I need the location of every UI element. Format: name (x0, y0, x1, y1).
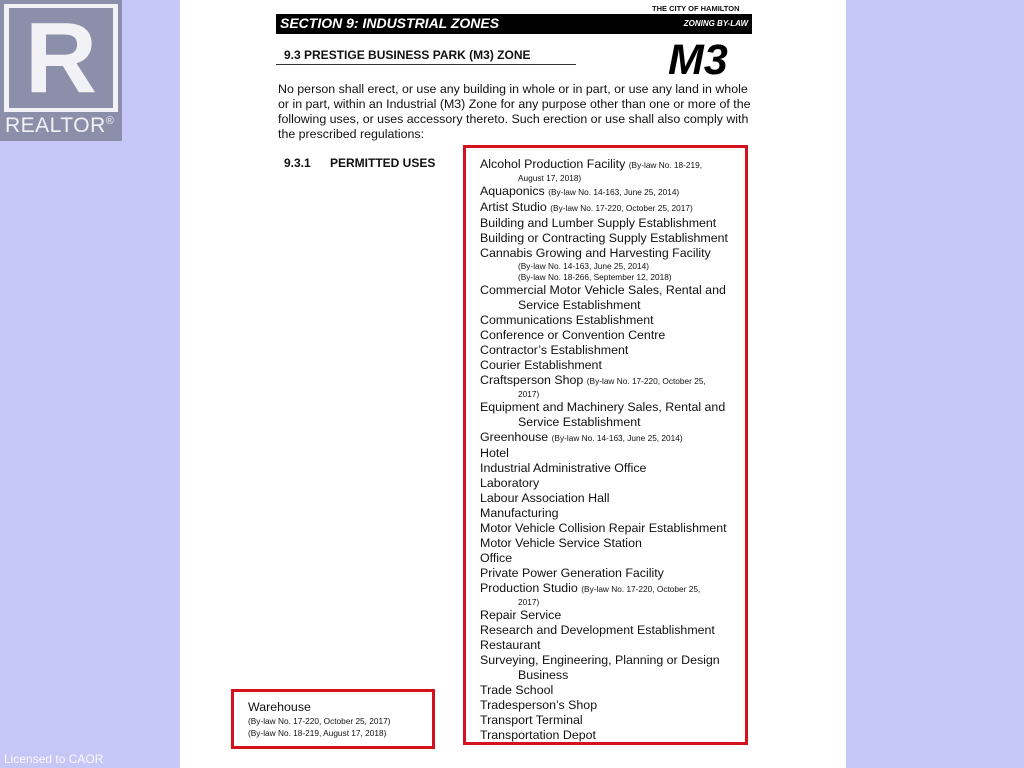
permitted-use-name: Building and Lumber Supply Establishment (480, 216, 717, 230)
permitted-use-name: Contractor’s Establishment (480, 343, 629, 357)
permitted-use-line (480, 638, 748, 653)
permitted-use-continuation: Business (518, 668, 569, 682)
permitted-use-line (480, 461, 748, 476)
permitted-use-name: Equipment and Machinery Sales, Rental and (480, 400, 726, 414)
zone-title-underline (276, 64, 576, 65)
permitted-use-name: Manufacturing (480, 506, 559, 520)
permitted-use-name: Motor Vehicle Service Station (480, 536, 642, 550)
permitted-use-item (480, 446, 748, 461)
permitted-use-line (480, 551, 748, 566)
permitted-use-line (480, 313, 748, 328)
permitted-use-name: Communications Establishment (480, 313, 654, 327)
bylaw-note: 2017) (518, 389, 540, 399)
permitted-use-item (480, 461, 748, 476)
permitted-use-item (480, 216, 748, 231)
permitted-use-line (480, 521, 748, 536)
bylaw-note: (By-law No. 14-163, June 25, 2014) (551, 433, 683, 443)
permitted-use-item (480, 313, 748, 328)
permitted-use-name: Production Studio (480, 581, 578, 595)
permitted-use-line (480, 430, 748, 446)
realtor-logo-letter: R (9, 8, 113, 108)
permitted-use-name: Restaurant (480, 638, 541, 652)
subsection-label: PERMITTED USES (330, 156, 436, 170)
permitted-use-item (480, 246, 748, 283)
permitted-use-line (480, 623, 748, 638)
permitted-use-item (480, 358, 748, 373)
permitted-use-item (480, 698, 748, 713)
bylaw-note: (By-law No. 17-220, October 25, 2017) (550, 203, 693, 213)
permitted-use-line (480, 581, 748, 597)
permitted-use-item (480, 430, 748, 446)
section-title: SECTION 9: INDUSTRIAL ZONES (280, 15, 500, 31)
subsection-number: 9.3.1 (284, 156, 311, 170)
permitted-use-name: Building or Contracting Supply Establishment (480, 231, 728, 245)
permitted-use-line (480, 400, 748, 415)
permitted-use-line (480, 728, 748, 743)
permitted-use-item (480, 638, 748, 653)
permitted-use-name: Private Power Generation Facility (480, 566, 664, 580)
permitted-use-name: Laboratory (480, 476, 540, 490)
bylaw-note: 2017) (518, 597, 540, 607)
bylaw-label: ZONING BY-LAW (683, 19, 748, 28)
section-header-bar (276, 14, 752, 34)
permitted-use-item (480, 683, 748, 698)
permitted-use-item (480, 566, 748, 581)
permitted-use-item (480, 608, 748, 623)
permitted-use-name: Aquaponics (480, 184, 545, 198)
realtor-logo-text (5, 114, 114, 138)
realtor-brand: REALTOR (5, 114, 106, 137)
permitted-use-name: Office (480, 551, 513, 565)
permitted-use-name: Repair Service (480, 608, 562, 622)
warehouse-title: Warehouse (248, 700, 311, 714)
zone-title: 9.3 PRESTIGE BUSINESS PARK (M3) ZONE (284, 48, 531, 62)
permitted-use-name: Industrial Administrative Office (480, 461, 647, 475)
permitted-use-item (480, 400, 748, 430)
permitted-use-name: Trade School (480, 683, 554, 697)
permitted-use-item (480, 713, 748, 728)
permitted-use-line (480, 566, 748, 581)
permitted-use-item (480, 623, 748, 638)
permitted-use-item (480, 373, 748, 400)
intro-paragraph: No person shall erect, or use any building in whole or in part, or use any land in whole or in part, within an Industrial (M3) Zone for any purpose other than one or more of the following uses, or uses accessory thereto. Such erection or use shall also comply with the prescribed regulations: (278, 82, 751, 141)
document-page (180, 0, 846, 768)
permitted-use-item (480, 506, 748, 521)
permitted-use-name: Tradesperson’s Shop (480, 698, 598, 712)
permitted-use-line (480, 328, 748, 343)
permitted-use-item (480, 283, 748, 313)
bylaw-note: (By-law No. 14-163, June 25, 2014) (518, 261, 649, 271)
permitted-use-name: Research and Development Establishment (480, 623, 715, 637)
bylaw-note: (By-law No. 18-219, (628, 160, 703, 170)
bylaw-note: (By-law No. 18-266, September 12, 2018) (518, 272, 672, 282)
permitted-uses-list (480, 157, 748, 743)
permitted-use-item (480, 157, 748, 184)
permitted-use-name: Artist Studio (480, 200, 547, 214)
permitted-use-line (480, 446, 748, 461)
permitted-use-continuation: Service Establishment (518, 298, 641, 312)
permitted-use-name: Greenhouse (480, 430, 549, 444)
warehouse-note: (By-law No. 17-220, October 25, 2017) (248, 716, 391, 726)
permitted-use-item (480, 521, 748, 536)
permitted-use-item (480, 653, 748, 683)
permitted-use-line (480, 157, 748, 173)
permitted-use-name: Transport Terminal (480, 713, 583, 727)
permitted-use-line (480, 713, 748, 728)
bylaw-note: (By-law No. 14-163, June 25, 2014) (548, 187, 680, 197)
permitted-use-name: Conference or Convention Centre (480, 328, 666, 342)
permitted-use-line (480, 283, 748, 298)
permitted-use-line (480, 246, 748, 261)
permitted-use-line (480, 476, 748, 491)
permitted-use-name: Alcohol Production Facility (480, 157, 626, 171)
permitted-use-name: Craftsperson Shop (480, 373, 584, 387)
permitted-use-line (480, 231, 748, 246)
permitted-use-line (480, 358, 748, 373)
permitted-use-line (480, 506, 748, 521)
bylaw-note: (By-law No. 17-220, October 25, (581, 584, 701, 594)
permitted-use-item (480, 200, 748, 216)
permitted-use-line (480, 683, 748, 698)
permitted-use-item (480, 328, 748, 343)
permitted-use-name: Courier Establishment (480, 358, 602, 372)
permitted-use-name: Commercial Motor Vehicle Sales, Rental and (480, 283, 726, 297)
permitted-use-line (480, 491, 748, 506)
permitted-use-line (480, 216, 748, 231)
warehouse-note: (By-law No. 18-219, August 17, 2018) (248, 728, 387, 738)
permitted-use-item (480, 581, 748, 608)
realtor-logo (0, 0, 122, 141)
permitted-use-item (480, 231, 748, 246)
permitted-use-continuation: Service Establishment (518, 415, 641, 429)
permitted-use-line (480, 536, 748, 551)
bylaw-note: (By-law No. 17-220, October 25, (586, 376, 706, 386)
permitted-use-item (480, 491, 748, 506)
city-header: THE CITY OF HAMILTON (652, 4, 740, 13)
permitted-use-line (480, 343, 748, 358)
permitted-use-name: Cannabis Growing and Harvesting Facility (480, 246, 711, 260)
permitted-use-line (480, 373, 748, 389)
permitted-use-name: Hotel (480, 446, 509, 460)
permitted-use-name: Motor Vehicle Collision Repair Establishment (480, 521, 727, 535)
permitted-use-line (480, 653, 748, 668)
bylaw-note: August 17, 2018) (518, 173, 582, 183)
permitted-use-line (480, 698, 748, 713)
registered-mark: ® (105, 115, 115, 127)
zone-code: M3 (668, 36, 728, 84)
permitted-use-line (480, 608, 748, 623)
permitted-use-name: Labour Association Hall (480, 491, 610, 505)
permitted-use-item (480, 536, 748, 551)
permitted-use-line (480, 184, 748, 200)
permitted-use-line (480, 200, 748, 216)
permitted-use-item (480, 728, 748, 743)
permitted-use-name: Transportation Depot (480, 728, 596, 742)
license-watermark: Licensed to CAOR (4, 752, 104, 766)
permitted-use-name: Surveying, Engineering, Planning or Design (480, 653, 720, 667)
permitted-use-item (480, 343, 748, 358)
realtor-logo-mark (4, 4, 118, 112)
permitted-use-item (480, 184, 748, 200)
permitted-use-item (480, 551, 748, 566)
permitted-use-item (480, 476, 748, 491)
